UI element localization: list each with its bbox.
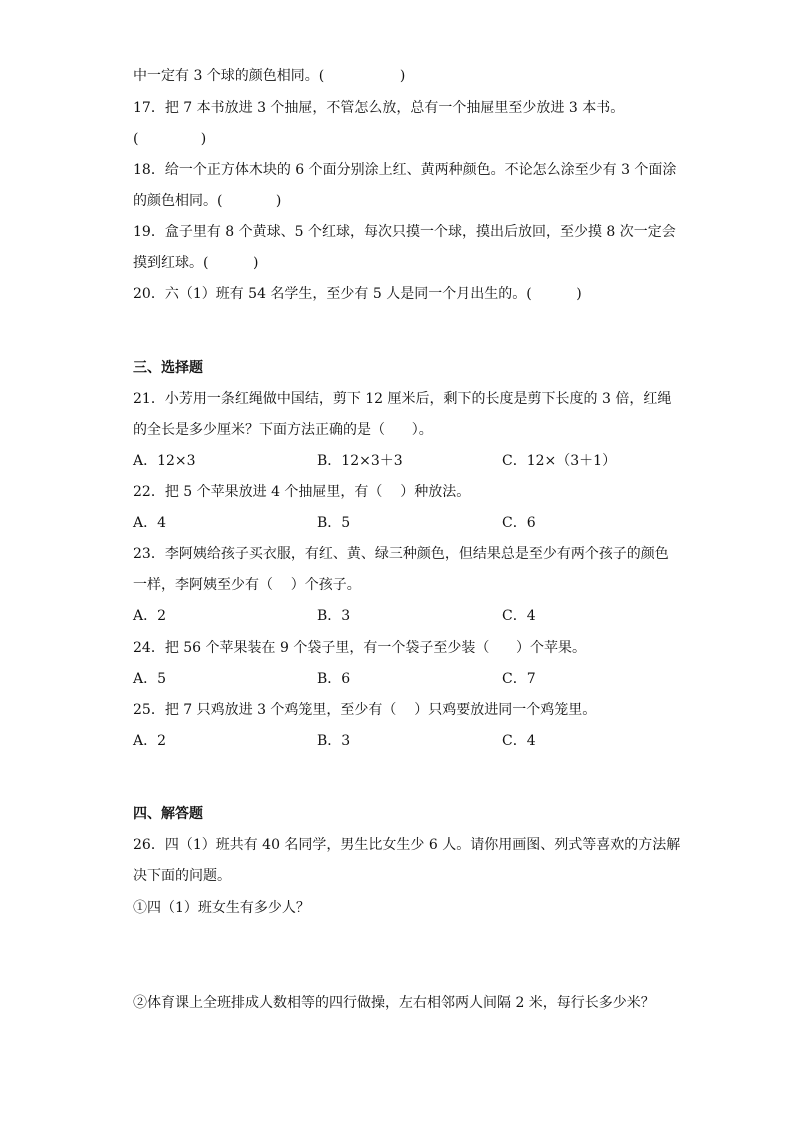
- q26-line2: 决下面的问题。: [133, 868, 231, 884]
- q26-line1: 26．四（1）班共有 40 名同学，男生比女生少 6 人。请你用画图、列式等喜欢的方法解: [133, 837, 681, 853]
- q23-line2: 一样，李阿姨至少有（ ）个孩子。: [133, 577, 361, 593]
- q25-option-a: A．2: [133, 733, 167, 749]
- q24-option-a: A．5: [133, 671, 167, 687]
- q21-option-c: C．12×（3＋1）: [502, 453, 617, 469]
- section3-title: 三、选择题: [133, 360, 203, 376]
- q22-option-a: A．4: [133, 515, 167, 531]
- q23-option-c: C．4: [502, 608, 536, 624]
- q17-line1: 17．把 7 本书放进 3 个抽屉，不管怎么放，总有一个抽屉里至少放进 3 本书。: [133, 100, 625, 116]
- q20: 20．六（1）班有 54 名学生，至少有 5 人是同一个月出生的。( ): [133, 286, 582, 302]
- q21-line1: 21．小芳用一条红绳做中国结，剪下 12 厘米后，剩下的长度是剪下长度的 3 倍，红绳: [133, 391, 672, 407]
- q26-subquestion-2: ②体育课上全班排成人数相等的四行做操，左右相邻两人间隔 2 米，每行长多少米？: [133, 995, 655, 1011]
- q22-option-c: C．6: [502, 515, 536, 531]
- q23-option-a: A．2: [133, 608, 167, 624]
- q25-option-c: C．4: [502, 733, 536, 749]
- q21-line2: 的全长是多少厘米？下面方法正确的是（ ）。: [133, 422, 433, 438]
- q16-continuation: 中一定有 3 个球的颜色相同。( ): [133, 68, 406, 84]
- q23-option-b: B．3: [317, 608, 351, 624]
- q19-line1: 19．盒子里有 8 个黄球、5 个红球，每次只摸一个球，摸出后放回，至少摸 8 次一定会: [133, 224, 676, 240]
- section4-title: 四、解答题: [133, 806, 203, 822]
- q18-line1: 18．给一个正方体木块的 6 个面分别涂上红、黄两种颜色。不论怎么涂至少有 3 个面涂: [133, 162, 677, 178]
- q19-line2: 摸到红球。( ): [133, 255, 259, 271]
- q26-subquestion-1: ①四（1）班女生有多少人？: [133, 900, 310, 916]
- q23-line1: 23．李阿姨给孩子买衣服，有红、黄、绿三种颜色，但结果总是至少有两个孩子的颜色: [133, 546, 669, 562]
- q18-line2: 的颜色相同。( ): [133, 193, 282, 209]
- q22-option-b: B．5: [317, 515, 351, 531]
- q24-option-c: C．7: [502, 671, 536, 687]
- q25: 25．把 7 只鸡放进 3 个鸡笼里，至少有（ ）只鸡要放进同一个鸡笼里。: [133, 702, 597, 718]
- q22: 22．把 5 个苹果放进 4 个抽屉里，有（ ）种放法。: [133, 484, 471, 500]
- q17-line2: ( ): [133, 131, 207, 147]
- q21-option-b: B．12×3＋3: [317, 453, 403, 469]
- q25-option-b: B．3: [317, 733, 351, 749]
- q24-option-b: B．6: [317, 671, 351, 687]
- q21-option-a: A．12×3: [133, 453, 196, 469]
- q24: 24．把 56 个苹果装在 9 个袋子里，有一个袋子至少装（ ）个苹果。: [133, 640, 587, 656]
